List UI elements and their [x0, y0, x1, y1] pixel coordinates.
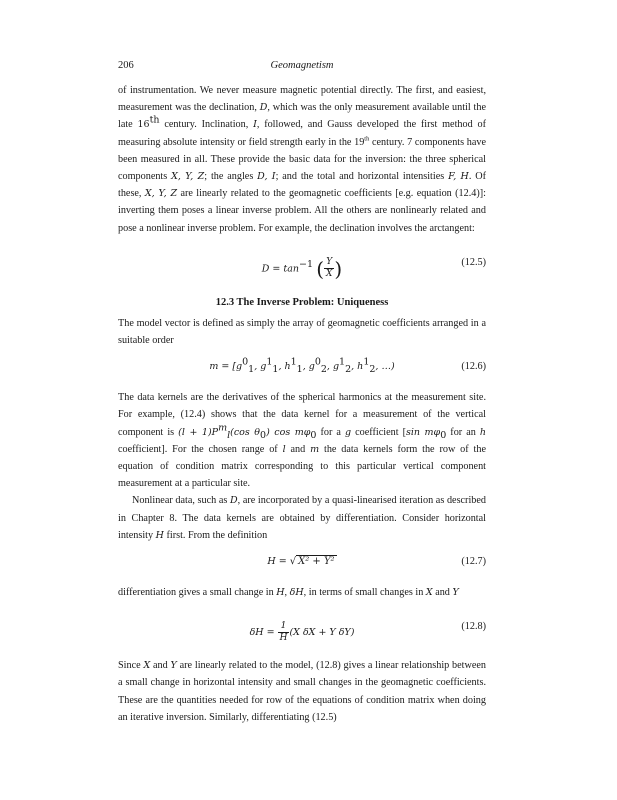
math-superscript: m	[218, 422, 228, 434]
denominator: X	[326, 269, 333, 280]
text: , which was the only measurement available until the late	[118, 102, 486, 131]
math-inclination: I	[253, 119, 257, 131]
equation-number: (12.8)	[461, 621, 486, 633]
paragraph-intro	[118, 82, 486, 237]
text: The data kernels are the derivatives of the spherical harmonics at the measurement site. For example, (12.4) shows that the data kernel for a measurement of the vertical component is	[118, 392, 486, 438]
text: ,	[284, 587, 290, 599]
math-components: X, Y, Z	[171, 171, 205, 183]
math-subscript: l	[227, 429, 231, 441]
math-intensities: F, H	[448, 171, 469, 183]
math: Y	[452, 587, 459, 599]
text: coefficient]. For the chosen range of	[118, 443, 283, 455]
paragraph-since	[118, 657, 486, 726]
text: for a	[316, 426, 346, 438]
text: The model vector is defined as simply the array of geomagnetic coefficients arranged in a suitable order	[118, 317, 486, 347]
superscript: th	[364, 135, 370, 143]
text: ; and the total and horizontal intensities	[275, 171, 449, 183]
equation-number: (12.6)	[461, 361, 486, 373]
text: Since	[118, 660, 144, 672]
text: ; the angles	[204, 171, 258, 183]
math: (X δX + Y δY)	[289, 627, 355, 639]
left-paren: (	[316, 256, 324, 281]
text: and	[432, 587, 453, 599]
math: δH =	[249, 627, 278, 639]
running-title: Geomagnetism	[270, 60, 334, 71]
math: …)	[381, 361, 395, 373]
math: (l + 1)P	[178, 426, 219, 438]
math: δH	[289, 587, 304, 599]
equation-12-7	[118, 552, 486, 576]
text: and	[150, 660, 171, 672]
math: H	[276, 587, 285, 599]
fraction	[324, 257, 334, 280]
text: century. Inclination,	[159, 119, 254, 131]
equation-number: (12.5)	[461, 256, 486, 268]
math: ) cos mφ	[266, 426, 311, 438]
equation-body	[118, 556, 486, 567]
math: g	[345, 426, 352, 438]
equation-body: $m = [g^0_1$, $g^1_1$, $h^1_1$, $g^0_2$, $g^1_2$, $h^1_2$, …)	[209, 356, 395, 376]
paragraph-nonlinear	[118, 492, 486, 544]
equation-12-5	[118, 245, 486, 285]
section-heading: 12.3 The Inverse Problem: Uniqueness	[215, 296, 389, 308]
paragraph-differentiation	[118, 584, 486, 601]
text: century. 7 components have been measured in all. These provide the basic data for the inversion: the three spherical components	[118, 136, 486, 183]
text: , are incorporated by a quasi-linearised iteration as described in Chapter 8. The data kernels are obtained by differentiation. Consider horizontal intensity	[118, 495, 486, 541]
text: and	[285, 443, 311, 455]
page-body	[118, 82, 486, 726]
math-components: X, Y, Z	[144, 188, 178, 200]
text: coefficient [	[351, 426, 406, 438]
text: , followed, and Gauss developed the first method of measuring absolute intensity or field strength early in the 19	[118, 119, 486, 148]
math: H	[155, 529, 164, 541]
text: for an	[446, 426, 480, 438]
page-header	[118, 60, 486, 76]
text: Nonlinear data, such as	[132, 495, 231, 507]
math-superscript: th	[149, 115, 160, 127]
page-number: 206	[118, 60, 134, 71]
text: are linearly related to the geomagnetic coefficients [e.g. equation (12.4)]: inverting them poses a linear inverse problem. All the others are nonlinearly related and pose a nonlinear inverse problem. For example, the declination involves the arctangent:	[118, 188, 486, 234]
equation-12-8	[118, 609, 486, 649]
math: X	[425, 587, 433, 599]
fraction	[278, 621, 290, 644]
math: (cos θ	[230, 426, 261, 438]
text: , in terms of small changes in	[303, 587, 426, 599]
equation-12-6	[118, 357, 486, 381]
math: sin mφ	[405, 426, 441, 438]
equation-body	[118, 257, 486, 281]
math-century: 16	[137, 119, 150, 131]
text: differentiation gives a small change in	[118, 587, 277, 599]
math: l	[282, 443, 286, 455]
math-declination: D	[259, 102, 268, 114]
text: are linearly related to the model, (12.8) gives a linear relationship between a small change in horizontal intensity and small changes in the geomagnetic coefficients. These are the quantities needed for row of the equations of condition matrix when doing an iterative inversion. Similarly, differentiating (12.5)	[118, 660, 487, 723]
numerator: Y	[324, 257, 334, 269]
math: D = tan	[261, 263, 299, 275]
text: of instrumentation. We never measure magnetic potential directly. The first, and easiest, measurement was the declination,	[118, 85, 486, 114]
math: D	[230, 495, 238, 507]
math: H =	[267, 556, 290, 568]
math: m = [g	[209, 361, 243, 373]
paragraph-model-vector	[118, 315, 486, 349]
math: X	[143, 660, 151, 672]
text: the data kernels form the row of the equation of condition matrix corresponding to this particular vertical component measurement at a particular site.	[118, 443, 486, 490]
numerator: 1	[278, 621, 290, 633]
math: Y	[170, 660, 177, 672]
square-root: √ X² + Y²	[289, 556, 335, 568]
equation-body	[118, 621, 486, 644]
right-paren: )	[334, 256, 343, 281]
denominator: H	[279, 633, 288, 644]
math-superscript: −1	[298, 259, 313, 270]
math-angles: D, I	[257, 171, 276, 183]
text: . Of these,	[118, 171, 487, 200]
equation-number: (12.7)	[461, 556, 486, 568]
paragraph-data-kernels: The data kernels are the derivatives of the spherical harmonics at the measurement site. For example, (12.4) shows that the data kernel for a measurement of the vertical component is $(l + 1)P^m_l(\cos$ $\theta_0$) $\cos m\varphi_0$ for a g coefficient [sin $m\varphi_0$ for an h coefficient]. For the chosen range of l and m the data kernels form the row of the equation of condition matrix corresponding to this particular vertical component measurement at a particular site.	[118, 392, 487, 490]
math: m	[310, 443, 320, 455]
text: first. From the definition	[163, 529, 268, 541]
radicand: X² + Y²	[298, 556, 335, 568]
math: h	[479, 426, 487, 438]
